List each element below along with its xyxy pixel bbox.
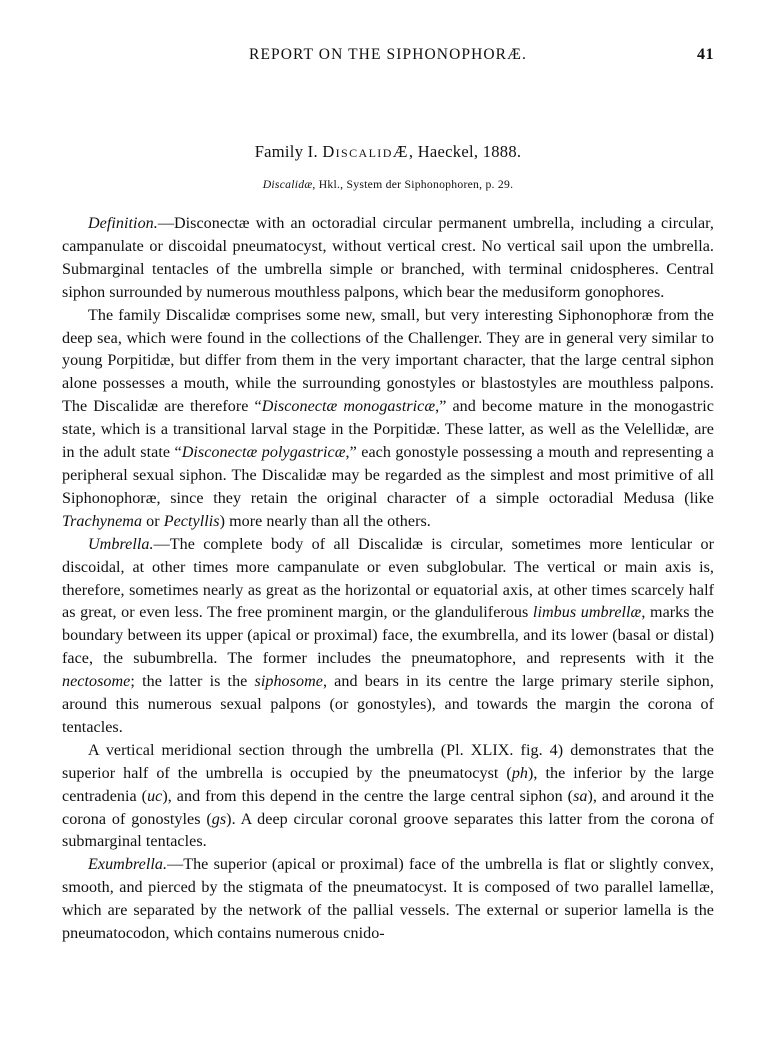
run-in-heading-definition: Definition.: [88, 215, 158, 232]
paragraph-text: A vertical meridional section through the umbrella (Pl. XLIX. fig. 4) demonstrates that the superior half of the umbrella is occupied by the pneumatocyst (ph), the inferior by the large centradenia (uc), and from this depend in the centre the large central siphon (sa), and around it the corona of gonostyles (gs). A deep circular coronal groove separates this latter from the corona of submarginal tentacles.: [62, 741, 714, 851]
paragraph-exumbrella: [62, 854, 714, 946]
family-heading-suffix: , Haeckel, 1888.: [408, 142, 522, 161]
running-head: [62, 46, 714, 80]
family-heading-name: DiscalidÆ: [322, 142, 409, 161]
run-in-heading-umbrella: Umbrella.: [88, 535, 154, 553]
family-heading-prefix: Family I.: [254, 142, 323, 161]
citation-italic-name: Discalidæ: [262, 178, 313, 191]
run-in-heading-exumbrella: Exumbrella.: [88, 856, 168, 874]
paragraph-text: —Disconectæ with an octoradial circular permanent umbrella, including a circular, campanulate or discoidal pneumatocyst, without vertical crest. No vertical sail upon the umbrella. Submarginal tentacles of the umbrella simple or branched, with terminal cnidospheres. Central siphon surrounded by numerous mouthless palpons, which bear the medusiform gonophores.: [62, 215, 714, 301]
paragraph-text: The family Discalidæ comprises some new, small, but very interesting Siphonophoræ from the deep sea, which were found in the collections of the Challenger. They are in general very similar to young Porpitidæ, but differ from them in the very important character, that the large central siphon alone possesses a mouth, while the surrounding gonostyles or blastostyles are mouthless palpons. The Discalidæ are therefore “Disconectæ monogastricæ,” and become mature in the monogastric state, which is a transitional larval stage in the Porpitidæ. These latter, as well as the Velellidæ, are in the adult state “Disconectæ polygastricæ,” each gonostyle possessing a mouth and representing a peripheral sexual siphon. The Discalidæ may be regarded as the simplest and most primitive of all Siphonophoræ, since they retain the original character of a simple octoradial Medusa (like Trachynema or Pectyllis) more nearly than all the others.: [62, 306, 714, 530]
family-citation: [62, 178, 714, 191]
paragraph-vertical-section: [62, 740, 714, 855]
body-text: [62, 213, 714, 946]
paragraph-text: —The complete body of all Discalidæ is circular, sometimes more lenticular or discoidal, at other times more campanulate or even subglobular. The vertical or main axis is, therefore, sometimes nearly as great as the horizontal or equatorial axis, at other times scarcely half as great, or even less. The free prominent margin, or the glanduliferous limbus umbrellæ, marks the boundary between its upper (apical or proximal) face, the exumbrella, and its lower (basal or distal) face, the subumbrella. The former includes the pneumatophore, and represents with it the nectosome; the latter is the siphosome, and bears in its centre the large primary sterile siphon, around this numerous sexual palpons (or gonostyles), and towards the margin the corona of tentacles.: [62, 535, 714, 736]
running-title: REPORT ON THE SIPHONOPHORÆ.: [249, 46, 527, 63]
paragraph-family-discalidae: [62, 305, 714, 534]
family-heading: [62, 142, 714, 162]
citation-rest: , Hkl., System der Siphonophoren, p. 29.: [312, 178, 514, 191]
paragraph-umbrella: [62, 534, 714, 740]
paragraph-text: —The superior (apical or proximal) face of the umbrella is flat or slightly convex, smooth, and pierced by the stigmata of the pneumatocyst. It is composed of two parallel lamellæ, which are separated by the network of the pallial vessels. The external or superior lamella is the pneumatocodon, which contains numerous cnido-: [62, 856, 714, 943]
paragraph-definition: [62, 213, 714, 305]
page-number: 41: [697, 46, 714, 63]
